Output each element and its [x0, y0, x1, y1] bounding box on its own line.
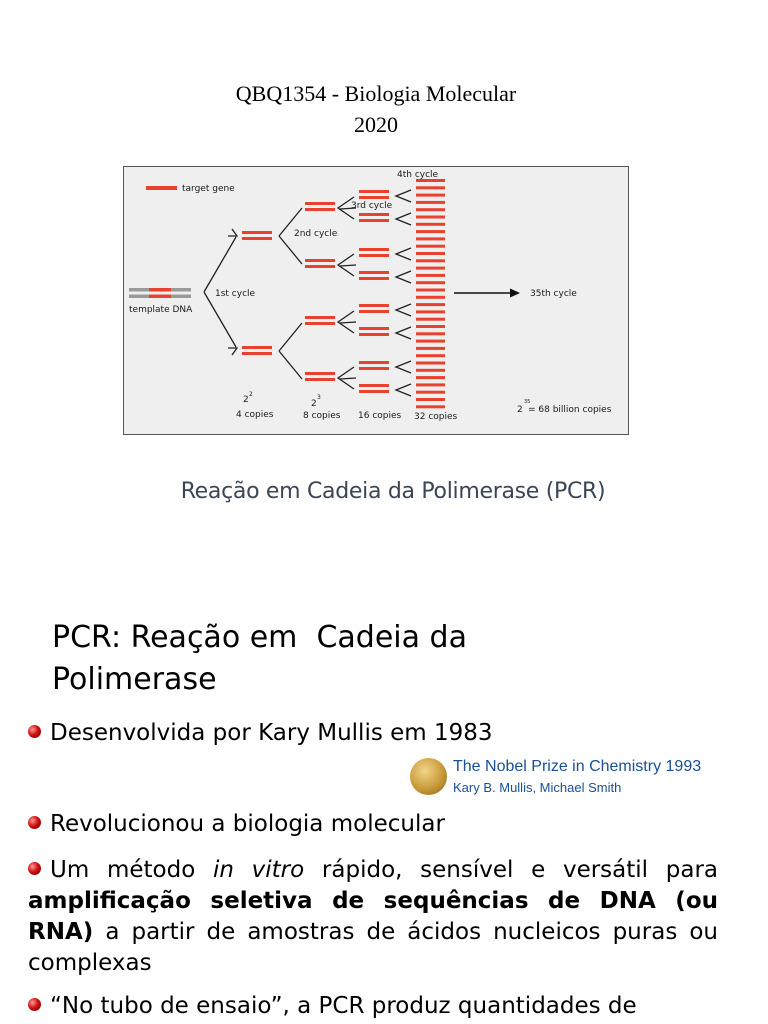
- strand-cycle1: [242, 346, 272, 349]
- nobel-laureates: Kary B. Mullis, Michael Smith: [453, 780, 622, 795]
- legend-label: target gene: [182, 184, 235, 194]
- branch-line: [228, 229, 237, 236]
- final-exponent: 35: [524, 399, 531, 405]
- template-label: template DNA: [129, 305, 193, 315]
- nobel-medal-icon: [410, 758, 447, 795]
- bullet-item: [28, 855, 718, 979]
- cycle-label-35: 35th cycle: [530, 289, 577, 299]
- strand-cycle4: [416, 354, 445, 357]
- strand-cycle4: [416, 405, 445, 408]
- copies-16: 16 copies: [358, 411, 402, 421]
- strand-cycle3: [359, 367, 389, 370]
- branch-line: [340, 378, 356, 379]
- strand-cycle4: [416, 369, 445, 372]
- bullet-icon: [28, 816, 41, 829]
- strand-cycle4: [416, 216, 445, 219]
- final-count: = 68 billion copies: [528, 405, 612, 415]
- slide-title-line1: PCR: Reação em Cadeia da: [52, 620, 467, 655]
- strand-cycle4: [416, 376, 445, 379]
- branch-line: [340, 322, 356, 323]
- copies-8: 8 copies: [303, 411, 341, 421]
- strand-cycle4: [416, 208, 445, 211]
- branch-line: [396, 304, 411, 316]
- pcr-diagram: [123, 166, 629, 435]
- strand-cycle4: [416, 274, 445, 277]
- bullet-text-italic: in vitro: [212, 857, 305, 883]
- copies-32: 32 copies: [414, 412, 458, 422]
- strand-cycle2: [305, 202, 335, 205]
- strand-cycle2: [305, 259, 335, 262]
- arrow-head: [510, 289, 520, 298]
- strand-cycle4: [416, 296, 445, 299]
- strand-cycle4: [416, 310, 445, 313]
- strand-cycle4: [416, 230, 445, 233]
- cycle-label-3: 3rd cycle: [351, 201, 393, 211]
- strand-cycle4: [416, 340, 445, 343]
- strand-cycle4: [416, 259, 445, 262]
- strand-cycle4: [416, 245, 445, 248]
- strand-cycle3: [359, 390, 389, 393]
- copies-4: 4 copies: [236, 410, 274, 420]
- exponent-base-2: 2: [311, 399, 317, 409]
- bullet-text: Desenvolvida por Kary Mullis em 1983: [50, 720, 493, 746]
- branch-line: [396, 271, 411, 283]
- bullet-icon: [28, 998, 41, 1011]
- strand-cycle4: [416, 362, 445, 365]
- bullet-item: [28, 991, 718, 1022]
- strand-cycle2: [305, 208, 335, 211]
- strand-cycle4: [416, 383, 445, 386]
- strand-cycle2: [305, 372, 335, 375]
- strand-cycle4: [416, 267, 445, 270]
- strand-cycle2: [305, 265, 335, 268]
- strand-cycle4: [416, 281, 445, 284]
- strand-cycle3: [359, 219, 389, 222]
- bullet-text-a: Um método: [50, 857, 213, 883]
- branch-line: [228, 348, 237, 355]
- course-header: [0, 78, 752, 140]
- template-dna: [129, 288, 191, 298]
- strand-cycle4: [416, 289, 445, 292]
- strand-cycle3: [359, 190, 389, 193]
- strand-cycle2: [305, 378, 335, 381]
- strand-cycle3: [359, 248, 389, 251]
- nobel-title[interactable]: The Nobel Prize in Chemistry 1993: [453, 758, 702, 775]
- strand-cycle4: [416, 347, 445, 350]
- bullet-text: Revolucionou a biologia molecular: [50, 811, 445, 837]
- strand-cycle4: [416, 252, 445, 255]
- strand-cycle2: [305, 316, 335, 319]
- final-base: 2: [517, 405, 523, 415]
- course-year: 2020: [354, 112, 398, 137]
- exponent-base-1: 2: [243, 395, 249, 405]
- strand-cycle4: [416, 318, 445, 321]
- bullet-icon: [28, 862, 41, 875]
- nobel-link[interactable]: [410, 758, 750, 798]
- branch-line: [396, 327, 411, 339]
- branch-line: [396, 213, 411, 225]
- slide-title: [52, 617, 612, 701]
- branch-line: [396, 361, 411, 373]
- branch-line: [396, 248, 411, 260]
- strand-cycle4: [416, 303, 445, 306]
- bullet-text-b: rápido, sensível e versátil para: [304, 857, 719, 883]
- branch-line: [340, 265, 356, 266]
- cycle-label-2: 2nd cycle: [294, 229, 338, 239]
- strand-cycle4: [416, 237, 445, 240]
- strand-cycle4: [416, 391, 445, 394]
- cycle-label-1: 1st cycle: [215, 289, 256, 299]
- bullet-item: [28, 718, 718, 749]
- strand-cycle4: [416, 398, 445, 401]
- strand-cycle4: [416, 325, 445, 328]
- bullet-icon: [28, 725, 41, 738]
- strand-cycle3: [359, 254, 389, 257]
- strand-cycle3: [359, 310, 389, 313]
- strand-cycle3: [359, 304, 389, 307]
- cycle-label-4: 4th cycle: [397, 170, 439, 180]
- strand-cycle3: [359, 277, 389, 280]
- strand-cycle4: [416, 186, 445, 189]
- strand-cycle3: [359, 213, 389, 216]
- strand-cycle3: [359, 384, 389, 387]
- slide-title-line2: Polimerase: [52, 662, 217, 697]
- legend-swatch: [146, 186, 177, 190]
- bullet-item: [28, 809, 718, 840]
- bullet-text-bold: amplificação seletiva de sequências de DNA (ou RNA): [28, 888, 718, 945]
- exponent-power-2: 3: [317, 394, 321, 401]
- branch-line: [396, 384, 411, 396]
- strand-cycle3: [359, 327, 389, 330]
- bullet-text-c: a partir de amostras de ácidos nucleicos puras ou complexas: [28, 919, 718, 976]
- strand-cycle3: [359, 333, 389, 336]
- branch-line: [279, 323, 302, 379]
- branch-line: [396, 190, 411, 202]
- exponent-power-1: 2: [249, 391, 253, 398]
- strand-cycle1: [242, 237, 272, 240]
- strand-cycle2: [305, 322, 335, 325]
- figure-caption: Reação em Cadeia da Polimerase (PCR): [180, 479, 606, 504]
- strand-cycle4: [416, 201, 445, 204]
- bullet-text: “No tubo de ensaio”, a PCR produz quantidades de: [50, 993, 637, 1019]
- strand-cycle3: [359, 271, 389, 274]
- strand-cycle4: [416, 332, 445, 335]
- strand-cycle1: [242, 231, 272, 234]
- strand-cycle1: [242, 352, 272, 355]
- strand-cycle3: [359, 196, 389, 199]
- course-code: QBQ1354 - Biologia Molecular: [235, 81, 517, 106]
- strand-cycle4: [416, 223, 445, 226]
- strand-cycle4: [416, 194, 445, 197]
- strand-cycle3: [359, 361, 389, 364]
